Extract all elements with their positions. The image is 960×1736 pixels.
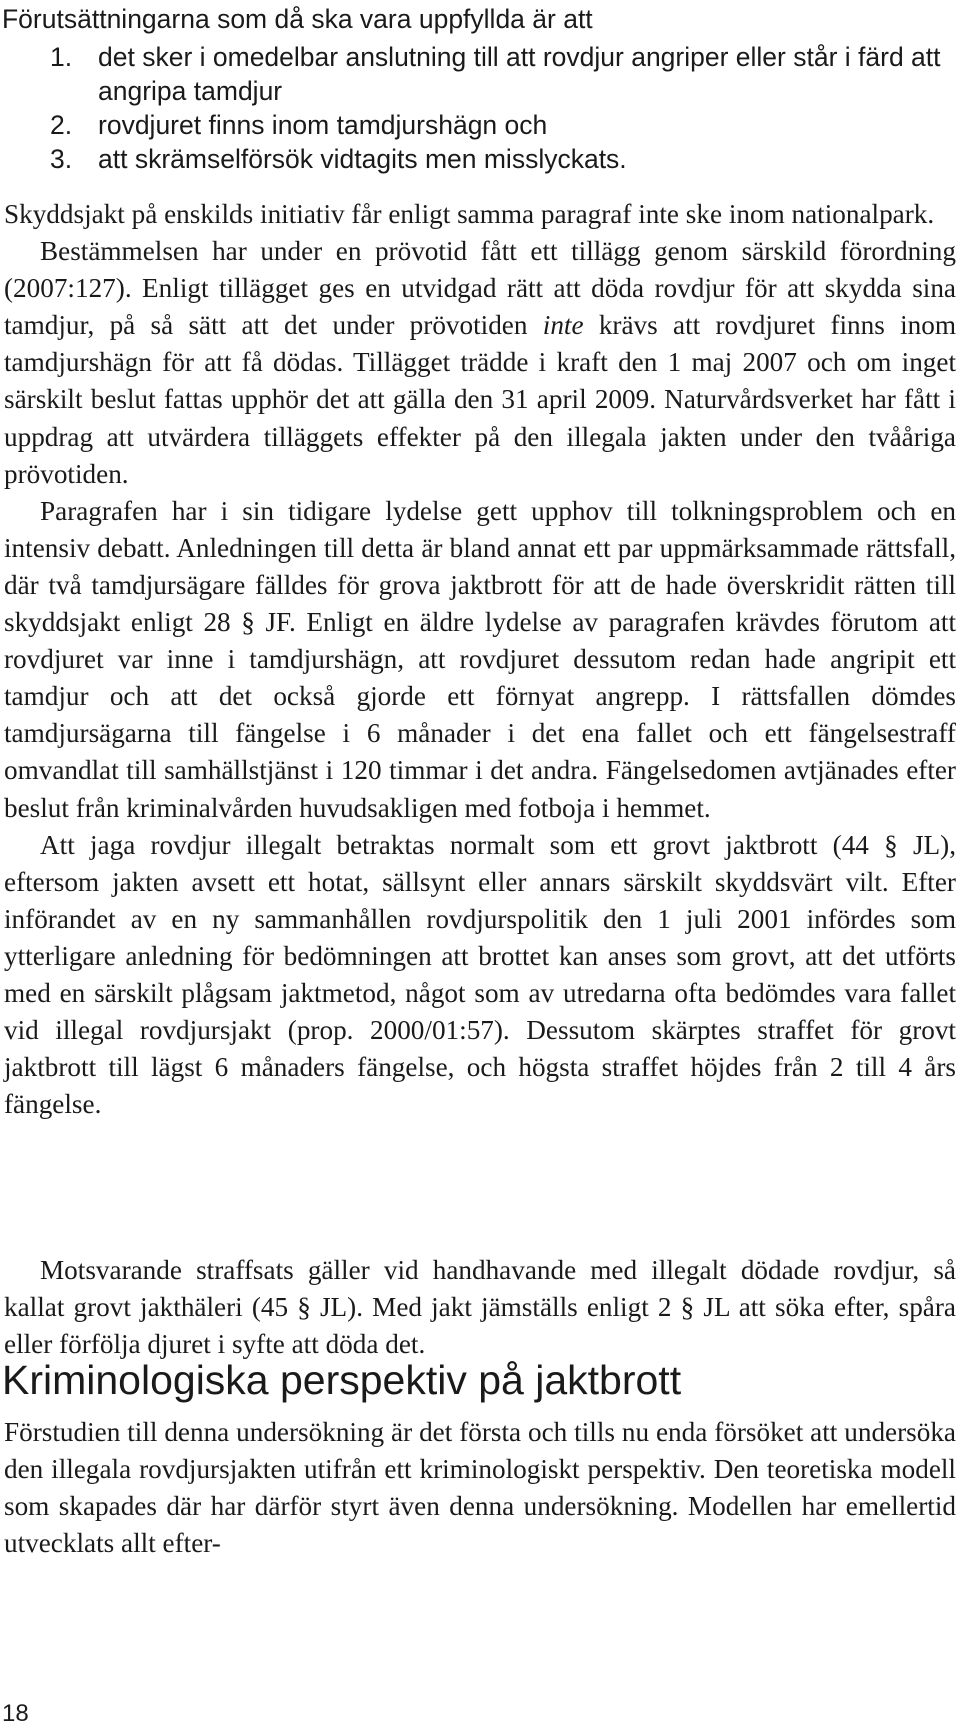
body-text [4,196,956,1123]
section-heading: Kriminologiska perspektiv på jaktbrott [2,1357,682,1403]
page-number: 18 [2,1700,29,1727]
list-item-text: att skrämselförsök vidtagits men misslyckats. [98,144,627,174]
paragraph-text: krävs att rovdjuret finns inom tamdjurshägn för att få dödas. Tillägget trädde i kraft den 1 maj 2007 och om inget särskilt beslut fattas upphör det att gälla den 31 april 2009. Naturvårdsverket har fått i uppdrag att utvärdera tilläggets effekter på den illegala jakten under den tvååriga prövotiden. [4,310,956,489]
list-item-number: 2. [50,110,73,140]
paragraph-court-cases: Paragrafen har i sin tidigare lydelse gett upphov till tolkningsproblem och en intensiv debatt. Anledningen till detta är bland annat ett par uppmärksammade rättsfall, där två tamdjursägare fälldes för grova jaktbrott för att de hade överskridit rätten till skyddsjakt enligt 28 § JF. Enligt en äldre lydelse av paragrafen krävdes förutom att rovdjuret var inne i tamdjurshägn, att rovdjuret dessutom redan hade angripit ett tamdjur och att det också gjorde ett förnyat angrepp. I rättsfallen dömdes tamdjursägarna till fängelse i 6 månader i det ena fallet och ett fängelsestraff omvandlat till samhällstjänst i 120 timmar i det andra. Fängelsedomen avtjänades efter beslut från kriminalvården huvudsakligen med fotboja i hemmet. [4,495,956,823]
emphasis-text: inte [542,310,584,341]
paragraph-pre-study: Förstudien till denna undersökning är det första och tills nu enda försöket att undersöka den illegala rovdjursjakten utifrån ett kriminologiskt perspektiv. Den teoretiska modell som skapades där har därför styrt även denna undersökning. Modellen har emellertid utvecklats allt efter- [4,1417,956,1559]
paragraph-receiving: Motsvarande straffsats gäller vid handhavande med illegalt dödade rovdjur, så kallat grovt jakthäleri (45 § JL). Med jakt jämställs enligt 2 § JL att söka efter, spåra eller förfölja djuret i syfte att döda det. [4,1255,956,1360]
list-item [0,40,948,108]
conditions-list [0,40,960,176]
body-text-continued [4,1252,956,1363]
list-item-number: 3. [50,144,73,174]
section-body [4,1414,956,1562]
paragraph-trial-period [4,233,956,493]
list-item-number: 1. [50,42,73,72]
list-item-text: rovdjuret finns inom tamdjurshägn och [98,110,548,140]
list-item-text: det sker i omedelbar anslutning till att rovdjur angriper eller står i färd att angripa tamdjur [98,42,941,106]
paragraph-national-park: Skyddsjakt på enskilds initiativ får enligt samma paragraf inte ske inom nationalpark. [4,199,935,229]
paragraph-text: Bestämmelsen har under en prövotid fått ett tillägg genom särskild förordning (2007:127). Enligt tillägget ges en utvidgad rätt att döda rovdjur för att skydda sina tamdjur, på så sätt att det under prövotiden [4,236,956,341]
paragraph-aggravated-hunting: Att jaga rovdjur illegalt betraktas normalt som ett grovt jaktbrott (44 § JL), eftersom jakten avsett ett hotat, sällsynt eller annars särskilt skyddsvärt vilt. Efter införandet av en ny sammanhållen rovdjurspolitik den 1 juli 2001 infördes som ytterligare anledning för bedömningen att brottet kan anses som grovt, att det utförts med en särskilt plågsam jaktmetod, något som av utredarna ofta bedömdes vara fallet vid illegal rovdjursjakt (prop. 2000/01:57). Dessutom skärptes straffet för grovt jaktbrott till lägst 6 månaders fängelse, och högsta straffet höjdes från 2 till 4 års fängelse. [4,829,956,1120]
conditions-intro: Förutsättningarna som då ska vara uppfyllda är att [2,4,593,34]
list-item [0,108,948,142]
list-item [0,142,948,176]
